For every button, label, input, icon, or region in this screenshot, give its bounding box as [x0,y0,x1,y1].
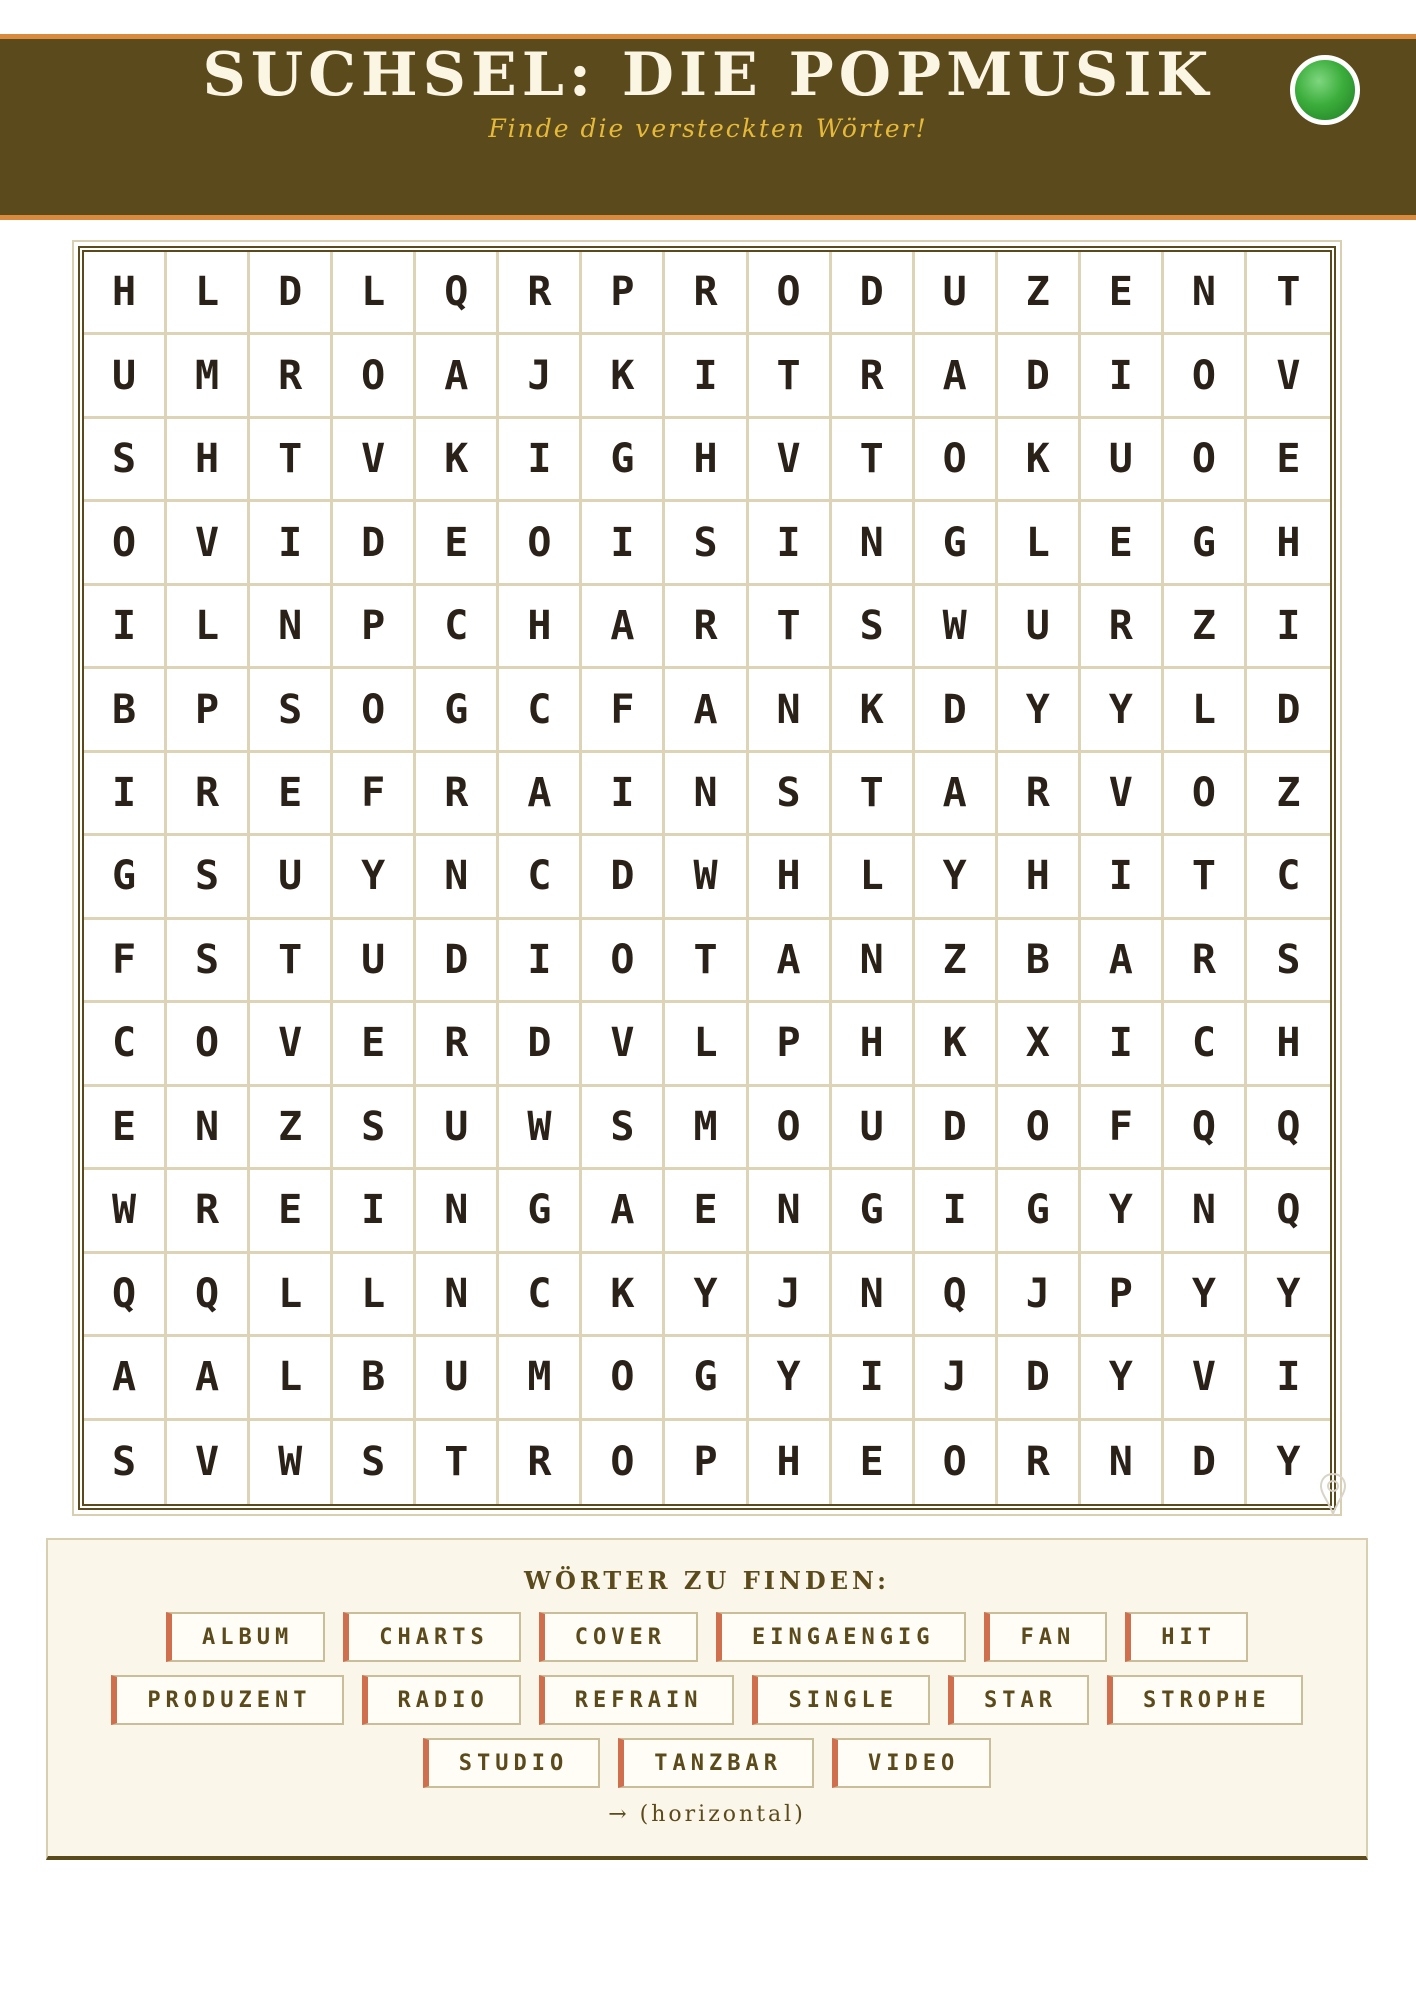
grid-cell[interactable]: K [582,335,665,418]
grid-cell[interactable]: I [749,502,832,585]
grid-cell[interactable]: V [167,502,250,585]
grid-cell[interactable]: M [665,1087,748,1170]
word-list [48,1612,1366,1801]
grid-cell[interactable]: I [1081,836,1164,919]
grid-cell[interactable]: U [832,1087,915,1170]
grid-cell[interactable]: G [499,1170,582,1253]
grid-cell[interactable]: Z [915,920,998,1003]
grid-cell[interactable]: I [915,1170,998,1253]
letter-grid [78,246,1336,1510]
grid-cell[interactable]: N [416,1254,499,1337]
grid-cell[interactable]: V [250,1003,333,1086]
status-indicator-icon[interactable] [1290,55,1360,125]
grid-cell[interactable]: V [1081,753,1164,836]
grid-cell[interactable]: Y [998,669,1081,752]
grid-cell[interactable]: A [167,1337,250,1420]
grid-cell[interactable]: U [915,252,998,335]
grid-cell[interactable]: R [167,753,250,836]
word-row [48,1738,1366,1788]
grid-cell[interactable]: Z [998,252,1081,335]
grid-cell[interactable]: R [1081,586,1164,669]
grid-cell[interactable]: H [499,586,582,669]
grid-cell[interactable]: E [333,1003,416,1086]
grid-cell[interactable]: G [1164,502,1247,585]
grid-cell[interactable]: S [84,419,167,502]
grid-cell[interactable]: U [1081,419,1164,502]
grid-cell[interactable]: T [832,419,915,502]
grid-cell[interactable]: F [84,920,167,1003]
word-chip-eingaengig[interactable]: EINGAENGIG [716,1612,966,1662]
grid-cell[interactable]: A [582,586,665,669]
grid-cell[interactable]: B [333,1337,416,1420]
grid-cell[interactable]: S [333,1421,416,1504]
grid-cell[interactable]: C [499,1254,582,1337]
grid-cell[interactable]: D [1247,669,1330,752]
grid-cell[interactable]: J [499,335,582,418]
grid-cell[interactable]: P [1081,1254,1164,1337]
grid-cell[interactable]: I [1247,1337,1330,1420]
grid-cell[interactable]: S [167,836,250,919]
grid-cell[interactable]: J [998,1254,1081,1337]
grid-cell[interactable]: K [998,419,1081,502]
grid-cell[interactable]: T [416,1421,499,1504]
word-chip-fan[interactable]: FAN [984,1612,1107,1662]
grid-cell[interactable]: N [167,1087,250,1170]
grid-cell[interactable]: K [832,669,915,752]
grid-cell[interactable]: G [416,669,499,752]
grid-cell[interactable]: Y [1164,1254,1247,1337]
grid-cell[interactable]: T [665,920,748,1003]
grid-cell[interactable]: N [1081,1421,1164,1504]
grid-cell[interactable]: N [832,1254,915,1337]
grid-cell[interactable]: A [499,753,582,836]
grid-cell[interactable]: S [167,920,250,1003]
word-chip-single[interactable]: SINGLE [752,1675,929,1725]
grid-cell[interactable]: Y [1247,1254,1330,1337]
grid-cell[interactable]: H [998,836,1081,919]
grid-cell[interactable]: C [1247,836,1330,919]
grid-cell[interactable]: E [1081,502,1164,585]
grid-cell[interactable]: R [998,753,1081,836]
grid-cell[interactable]: W [499,1087,582,1170]
grid-cell[interactable]: P [749,1003,832,1086]
grid-cell[interactable]: U [84,335,167,418]
grid-cell[interactable]: T [1247,252,1330,335]
grid-cell[interactable]: R [1164,920,1247,1003]
grid-cell[interactable]: H [749,1421,832,1504]
grid-cell[interactable]: G [998,1170,1081,1253]
word-row [48,1675,1366,1725]
grid-cell[interactable]: J [915,1337,998,1420]
word-chip-cover[interactable]: COVER [539,1612,698,1662]
grid-cell[interactable]: I [665,335,748,418]
grid-cell[interactable]: E [1247,419,1330,502]
grid-cell[interactable]: N [1164,252,1247,335]
grid-cell[interactable]: X [998,1003,1081,1086]
word-chip-radio[interactable]: RADIO [362,1675,521,1725]
grid-cell[interactable]: R [665,252,748,335]
grid-cell[interactable]: O [582,920,665,1003]
grid-cell[interactable]: N [1164,1170,1247,1253]
grid-cell[interactable]: D [1164,1421,1247,1504]
grid-cell[interactable]: O [84,502,167,585]
grid-cell[interactable]: O [915,419,998,502]
word-chip-produzent[interactable]: PRODUZENT [111,1675,343,1725]
word-chip-strophe[interactable]: STROPHE [1107,1675,1303,1725]
grid-cell[interactable]: Y [665,1254,748,1337]
grid-cell[interactable]: R [665,586,748,669]
grid-cell[interactable]: T [1164,836,1247,919]
grid-cell[interactable]: E [250,1170,333,1253]
grid-cell[interactable]: V [167,1421,250,1504]
grid-cell[interactable]: G [832,1170,915,1253]
grid-cell[interactable]: H [167,419,250,502]
grid-cell[interactable]: S [1247,920,1330,1003]
grid-cell[interactable]: D [582,836,665,919]
grid-cell[interactable]: F [333,753,416,836]
grid-cell[interactable]: M [499,1337,582,1420]
grid-cell[interactable]: S [250,669,333,752]
grid-cell[interactable]: O [1164,419,1247,502]
grid-cell[interactable]: S [84,1421,167,1504]
grid-cell[interactable]: N [749,669,832,752]
grid-cell[interactable]: O [499,502,582,585]
grid-cell[interactable]: D [998,1337,1081,1420]
grid-cell[interactable]: D [832,252,915,335]
grid-cell[interactable]: U [416,1337,499,1420]
grid-cell[interactable]: Q [1247,1087,1330,1170]
grid-cell[interactable]: S [665,502,748,585]
grid-cell[interactable]: R [250,335,333,418]
grid-cell[interactable]: O [1164,753,1247,836]
grid-cell[interactable]: N [832,502,915,585]
grid-cell[interactable]: T [250,920,333,1003]
grid-cell[interactable]: A [665,669,748,752]
grid-cell[interactable]: D [416,920,499,1003]
grid-cell[interactable]: Y [1081,1170,1164,1253]
grid-cell[interactable]: T [832,753,915,836]
grid-cell[interactable]: V [333,419,416,502]
grid-cell[interactable]: I [1081,335,1164,418]
grid-cell[interactable]: I [1081,1003,1164,1086]
grid-cell[interactable]: D [998,335,1081,418]
grid-cell[interactable]: O [333,335,416,418]
grid-cell[interactable]: I [582,502,665,585]
grid-cell[interactable]: E [1081,252,1164,335]
grid-cell[interactable]: R [416,1003,499,1086]
grid-cell[interactable]: Q [416,252,499,335]
grid-cell[interactable]: Q [915,1254,998,1337]
grid-cell[interactable]: S [333,1087,416,1170]
grid-cell[interactable]: Y [1081,1337,1164,1420]
word-chip-tanzbar[interactable]: TANZBAR [618,1738,814,1788]
grid-cell[interactable]: V [1247,335,1330,418]
grid-cell[interactable]: S [832,586,915,669]
grid-cell[interactable]: A [915,753,998,836]
grid-cell[interactable]: K [416,419,499,502]
grid-cell[interactable]: N [416,836,499,919]
grid-cell[interactable]: O [998,1087,1081,1170]
grid-cell[interactable]: A [915,335,998,418]
grid-cell[interactable]: Q [84,1254,167,1337]
grid-cell[interactable]: D [250,252,333,335]
grid-cell[interactable]: O [749,252,832,335]
grid-cell[interactable]: G [665,1337,748,1420]
grid-cell[interactable]: L [167,252,250,335]
grid-cell[interactable]: Y [749,1337,832,1420]
grid-cell[interactable]: L [250,1254,333,1337]
grid-cell[interactable]: U [250,836,333,919]
grid-cell[interactable]: L [1164,669,1247,752]
grid-cell[interactable]: C [416,586,499,669]
grid-cell[interactable]: W [250,1421,333,1504]
grid-cell[interactable]: L [665,1003,748,1086]
grid-cell[interactable]: H [665,419,748,502]
grid-cell[interactable]: A [416,335,499,418]
grid-cell[interactable]: V [749,419,832,502]
grid-cell[interactable]: D [915,1087,998,1170]
grid-cell[interactable]: Z [1164,586,1247,669]
grid-cell[interactable]: G [582,419,665,502]
grid-cell[interactable]: I [84,586,167,669]
grid-cell[interactable]: K [582,1254,665,1337]
grid-cell[interactable]: J [749,1254,832,1337]
grid-cell[interactable]: H [1247,502,1330,585]
grid-cell[interactable]: I [333,1170,416,1253]
grid-cell[interactable]: H [832,1003,915,1086]
grid-cell[interactable]: H [749,836,832,919]
grid-cell[interactable]: C [499,836,582,919]
grid-cell[interactable]: D [499,1003,582,1086]
grid-cell[interactable]: B [84,669,167,752]
grid-cell[interactable]: P [167,669,250,752]
grid-cell[interactable]: U [416,1087,499,1170]
grid-cell[interactable]: O [1164,335,1247,418]
grid-cell[interactable]: N [749,1170,832,1253]
grid-cell[interactable]: K [915,1003,998,1086]
grid-cell[interactable]: E [416,502,499,585]
grid-cell[interactable]: B [998,920,1081,1003]
word-list-panel [46,1538,1368,1860]
word-chip-star[interactable]: STAR [948,1675,1089,1725]
grid-cell[interactable]: V [1164,1337,1247,1420]
grid-cell[interactable]: I [582,753,665,836]
grid-cell[interactable]: O [915,1421,998,1504]
grid-cell[interactable]: H [84,252,167,335]
grid-cell[interactable]: I [499,419,582,502]
grid-cell[interactable]: F [1081,1087,1164,1170]
grid-cell[interactable]: V [582,1003,665,1086]
grid-cell[interactable]: L [333,1254,416,1337]
grid-cell[interactable]: M [167,335,250,418]
grid-cell[interactable]: I [832,1337,915,1420]
grid-cell[interactable]: P [582,252,665,335]
direction-hint: → (horizontal) [608,1802,806,1827]
grid-cell[interactable]: R [998,1421,1081,1504]
grid-cell[interactable]: W [84,1170,167,1253]
grid-cell[interactable]: Y [1081,669,1164,752]
grid-cell[interactable]: N [416,1170,499,1253]
grid-cell[interactable]: F [582,669,665,752]
page-subtitle: Finde die versteckten Wörter! [488,114,928,143]
grid-cell[interactable]: T [749,335,832,418]
grid-cell[interactable]: I [84,753,167,836]
grid-cell[interactable]: E [84,1087,167,1170]
grid-cell[interactable]: A [1081,920,1164,1003]
grid-cell[interactable]: E [250,753,333,836]
grid-cell[interactable]: R [416,753,499,836]
grid-cell[interactable]: W [665,836,748,919]
page-title: SUCHSEL: DIE POPMUSIK [202,40,1214,110]
word-list-title: WÖRTER ZU FINDEN: [524,1566,890,1595]
word-chip-album[interactable]: ALBUM [166,1612,325,1662]
grid-cell[interactable]: P [665,1421,748,1504]
grid-cell[interactable]: Z [1247,753,1330,836]
grid-cell[interactable]: Q [1247,1170,1330,1253]
word-chip-studio[interactable]: STUDIO [423,1738,600,1788]
grid-cell[interactable]: O [582,1421,665,1504]
grid-cell[interactable]: H [1247,1003,1330,1086]
grid-cell[interactable]: A [84,1337,167,1420]
grid-cell[interactable]: D [333,502,416,585]
grid-cell[interactable]: G [84,836,167,919]
pin-icon [1318,1472,1348,1516]
grid-cell[interactable]: E [665,1170,748,1253]
grid-cell[interactable]: Y [333,836,416,919]
grid-cell[interactable]: U [998,586,1081,669]
grid-cell[interactable]: L [167,586,250,669]
grid-cell[interactable]: N [250,586,333,669]
word-chip-charts[interactable]: CHARTS [343,1612,520,1662]
word-chip-refrain[interactable]: REFRAIN [539,1675,735,1725]
grid-cell[interactable]: N [665,753,748,836]
grid-cell[interactable]: R [832,335,915,418]
grid-cell[interactable]: R [167,1170,250,1253]
grid-cell[interactable]: O [582,1337,665,1420]
grid-cell[interactable]: G [915,502,998,585]
grid-cell[interactable]: Q [1164,1087,1247,1170]
grid-cell[interactable]: N [832,920,915,1003]
grid-cell[interactable]: O [333,669,416,752]
grid-cell[interactable]: R [499,252,582,335]
grid-cell[interactable]: S [749,753,832,836]
grid-cell[interactable]: L [832,836,915,919]
word-chip-hit[interactable]: HIT [1125,1612,1248,1662]
grid-cell[interactable]: C [84,1003,167,1086]
grid-cell[interactable]: D [915,669,998,752]
grid-cell[interactable]: O [749,1087,832,1170]
grid-cell[interactable]: E [832,1421,915,1504]
grid-cell[interactable]: O [167,1003,250,1086]
grid-cell[interactable]: U [333,920,416,1003]
grid-cell[interactable]: L [998,502,1081,585]
word-row [48,1612,1366,1662]
grid-cell[interactable]: I [499,920,582,1003]
grid-cell[interactable]: L [333,252,416,335]
grid-cell[interactable]: R [499,1421,582,1504]
grid-cell[interactable]: T [749,586,832,669]
grid-cell[interactable]: Y [1276,1439,1301,1486]
grid-cell[interactable]: W [915,586,998,669]
grid-cell[interactable]: A [749,920,832,1003]
grid-cell[interactable]: P [333,586,416,669]
word-chip-video[interactable]: VIDEO [832,1738,991,1788]
grid-cell[interactable]: A [582,1170,665,1253]
grid-cell[interactable]: Z [250,1087,333,1170]
grid-cell[interactable]: I [1247,586,1330,669]
grid-cell[interactable]: C [499,669,582,752]
grid-cell[interactable]: C [1164,1003,1247,1086]
grid-cell[interactable]: L [250,1337,333,1420]
grid-cell[interactable]: T [250,419,333,502]
grid-cell[interactable]: I [250,502,333,585]
grid-cell[interactable]: Q [167,1254,250,1337]
grid-cell[interactable]: Y [915,836,998,919]
grid-cell[interactable]: S [582,1087,665,1170]
